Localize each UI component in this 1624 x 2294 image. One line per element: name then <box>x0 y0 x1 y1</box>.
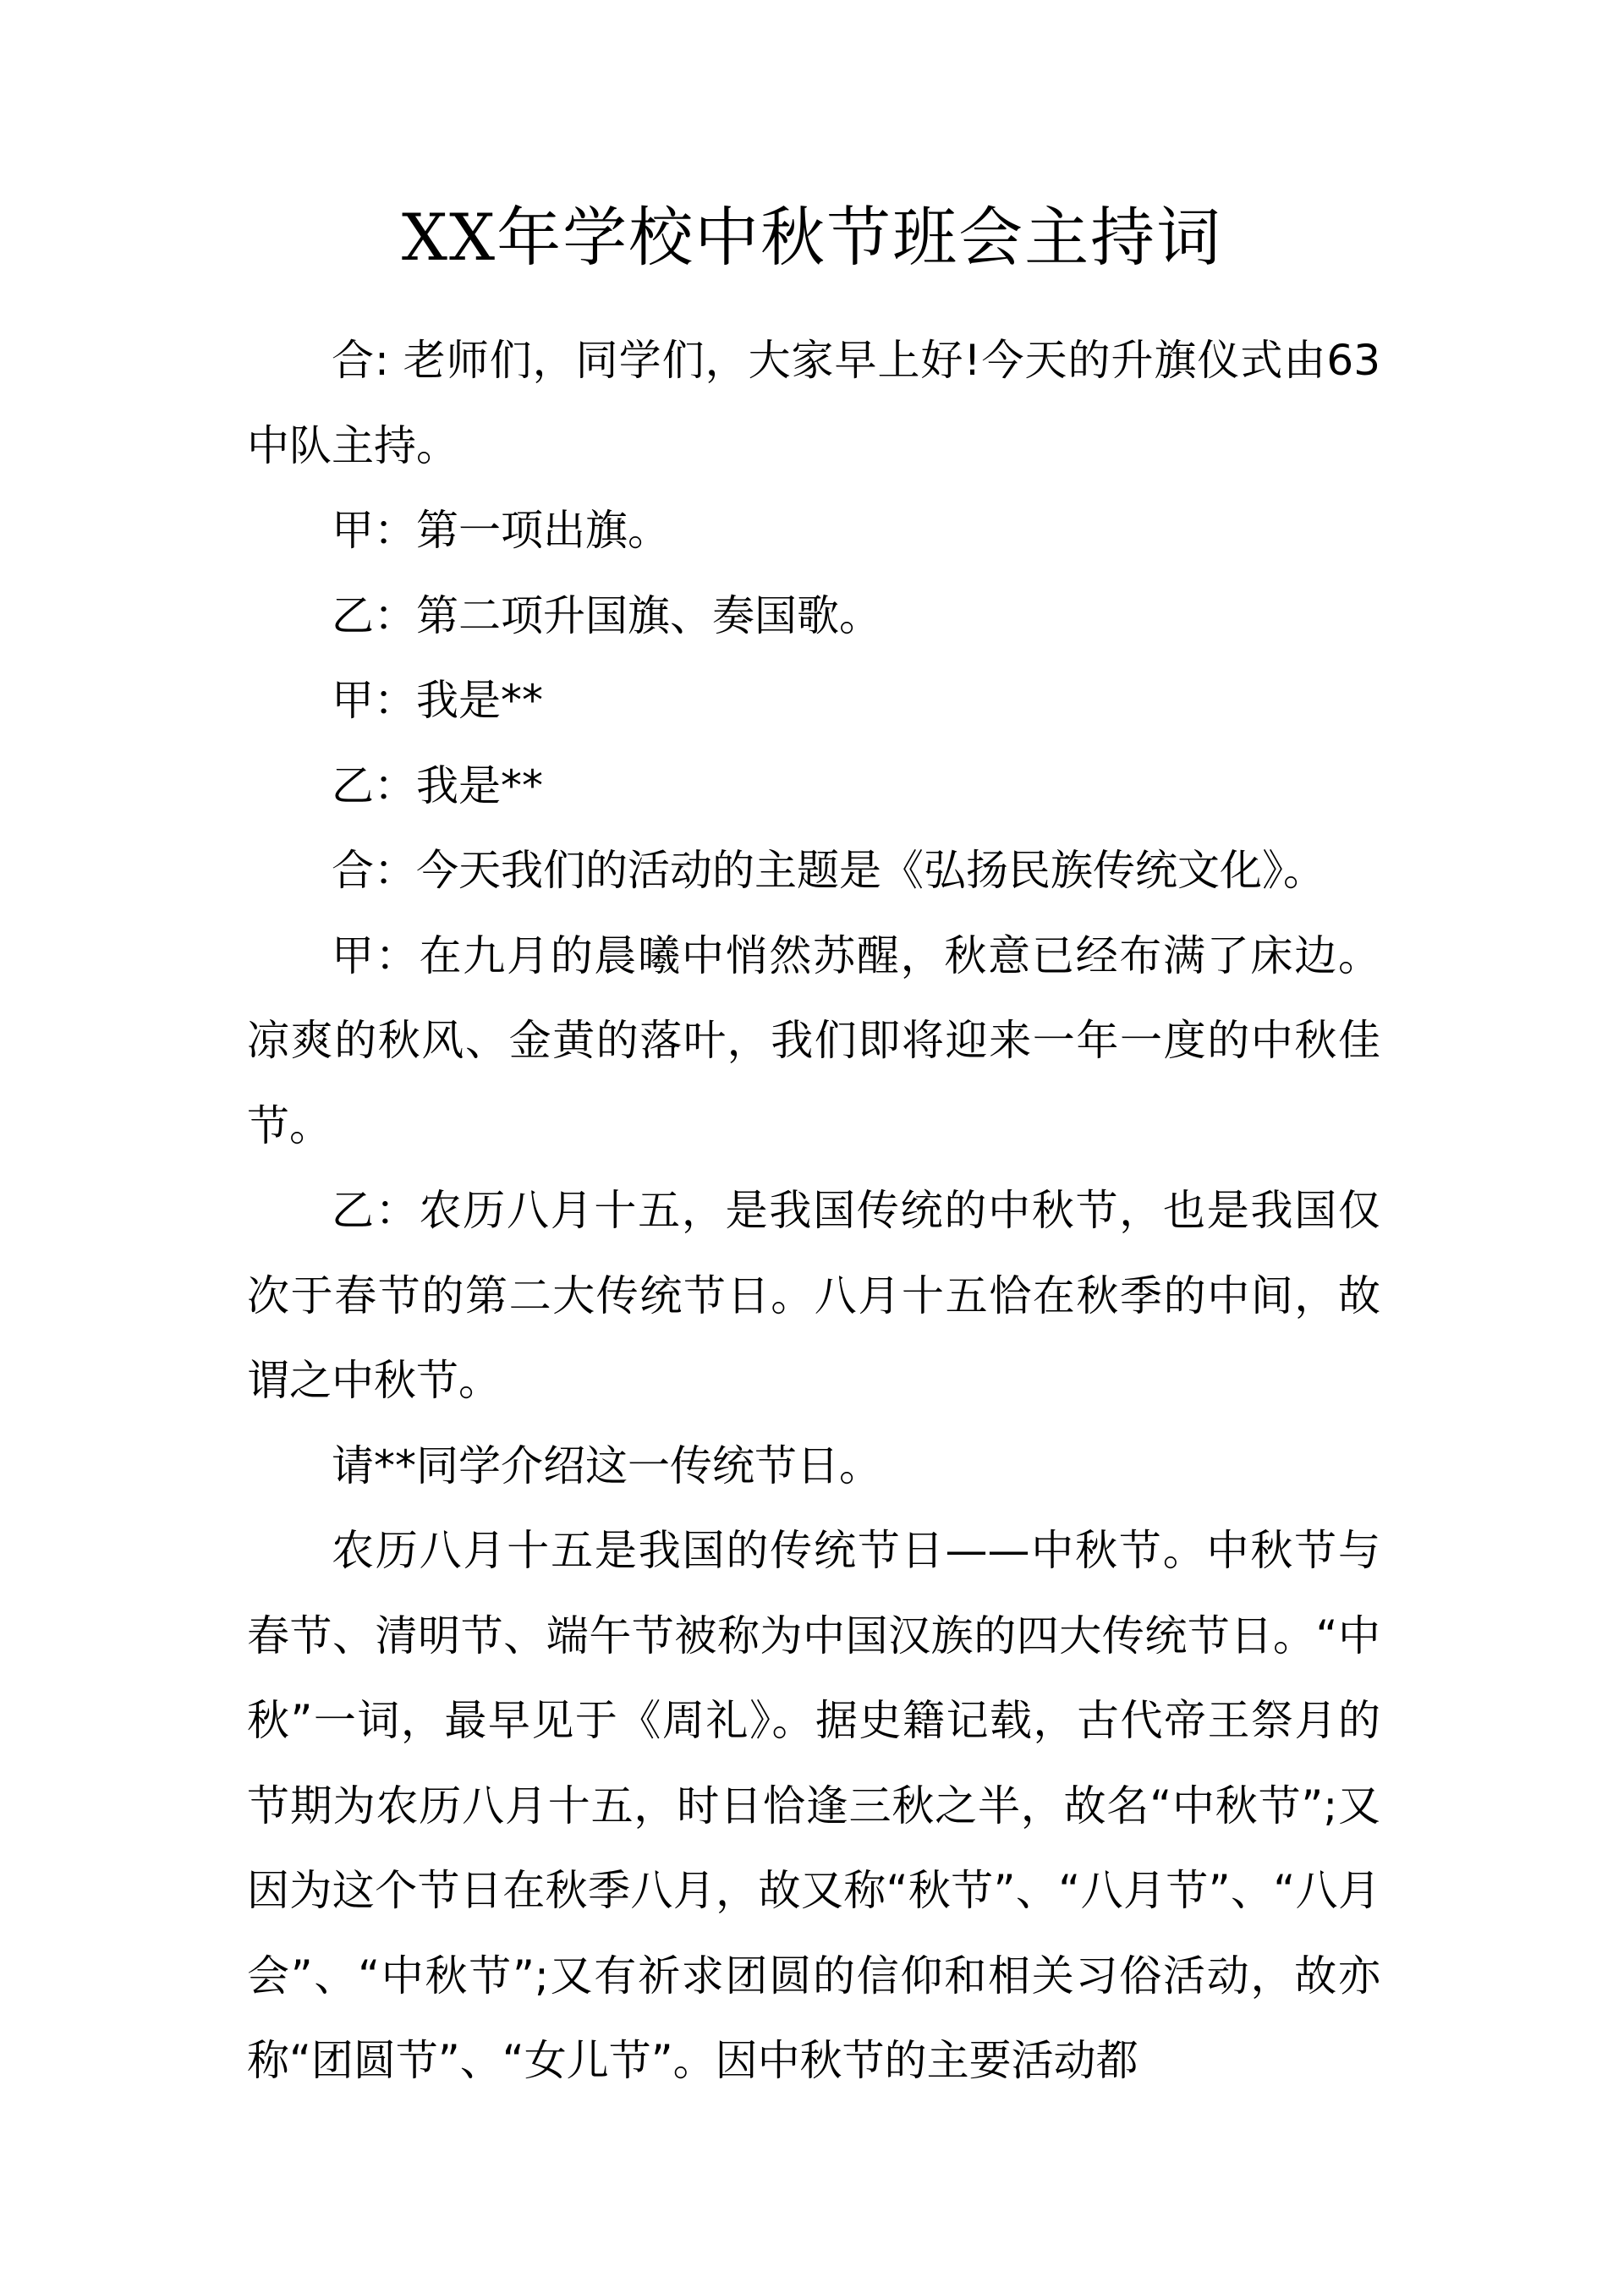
paragraph-host-b: 乙：我是** <box>332 760 543 810</box>
paragraph-opening: 合: 老师们，同学们，大家早上好!今天的升旗仪式由63中队主持。 <box>247 336 1380 470</box>
paragraph-host-a: 甲：我是** <box>332 676 543 725</box>
document-title: XX年学校中秋节班会主持词 <box>401 200 1223 275</box>
document-body <box>247 318 1380 2104</box>
paragraph-festival: 乙：农历八月十五，是我国传统的中秋节，也是我国仅次于春节的第二大传统节日。八月十五恰在秋季的中间，故谓之中秋节。 <box>247 1186 1380 1405</box>
paragraph-anthem: 乙：第二项升国旗、奏国歌。 <box>332 590 881 640</box>
paragraph-autumn: 甲：在九月的晨曦中悄然苏醒，秋意已经布满了床边。凉爽的秋风、金黄的落叶，我们即将迎来一年一度的中秋佳节。 <box>247 930 1380 1150</box>
paragraph-flag-out: 甲：第一项出旗。 <box>332 506 670 555</box>
paragraph-theme: 合：今天我们的活动的主题是《弘扬民族传统文化》。 <box>332 846 1325 895</box>
paragraph-history: 农历八月十五是我国的传统节日——中秋节。中秋节与春节、清明节、端午节被称为中国汉族的四大传统节日。“中秋”一词，最早见于《周礼》。据史籍记载，古代帝王祭月的节期为农历八月十五，时日恰逢三秋之半，故名“中秋节”;又因为这个节日在秋季八月，故又称“秋节”、“八月节”、“八月会”、“中秋节”;又有祈求团圆的信仰和相关习俗活动，故亦称“团圆节”、“女儿节”。因中秋节的主要活动都 <box>247 1526 1380 2085</box>
paragraph-introduce: 请**同学介绍这一传统节日。 <box>332 1441 881 1490</box>
